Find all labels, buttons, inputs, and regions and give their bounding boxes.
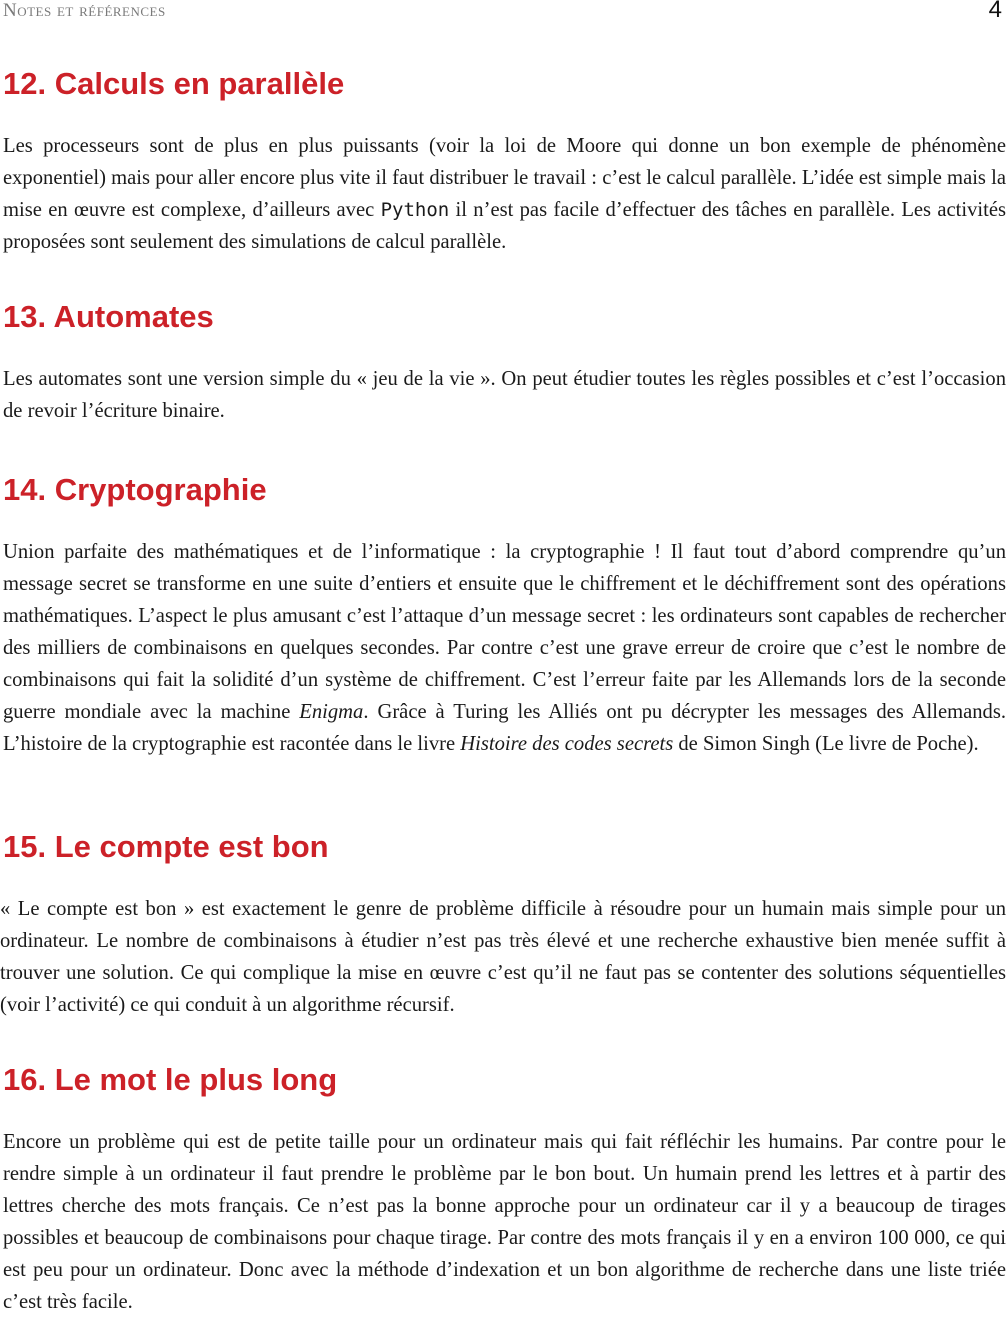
italic-enigma: Enigma xyxy=(299,701,364,723)
running-header-title: Notes et références xyxy=(3,0,166,21)
section-automates xyxy=(3,299,1006,427)
section-heading: 16. Le mot le plus long xyxy=(3,1062,338,1097)
text-segment: il n’est pas facile d’effectuer des tâches en parallèle. Les activités proposées sont seulement des simulations de calcul parallèle. xyxy=(3,199,1006,253)
section-calculs-parallele xyxy=(3,66,1006,258)
page-number: 4 xyxy=(988,0,1002,23)
text-segment: Encore un problème qui est de petite taille pour un ordinateur mais qui fait réfléchir les humains. Par contre pour le rendre simple à un ordinateur il faut prendre le problème par le bon bout. Un humain prend les lettres et à partir des lettres cherche des mots français. Ce n’est pas la bonne approche pour un ordinateur car il y a beaucoup de tirages possibles et beaucoup de combinaisons pour chaque tirage. Par contre des mots français il y en a environ 100 000, ce qui est peu pour un ordinateur. Donc avec la méthode d’indexation et un bon algorithme de recherche dans une liste triée c’est très facile. xyxy=(3,1131,1006,1313)
section-heading: 13. Automates xyxy=(3,299,214,334)
italic-book-title: Histoire des codes secrets xyxy=(460,733,674,755)
section-paragraph xyxy=(0,893,1006,1021)
section-heading: 15. Le compte est bon xyxy=(3,829,329,864)
text-segment: . Grâce à Turing les Alliés ont pu décrypter les messages des Allemands. L’histoire de la cryptographie est racontée dans le livre xyxy=(3,701,1006,755)
section-heading: 12. Calculs en parallèle xyxy=(3,66,345,101)
section-paragraph xyxy=(3,363,1006,427)
section-paragraph xyxy=(3,536,1006,760)
text-segment: Les automates sont une version simple du « jeu de la vie ». On peut étudier toutes les règles possibles et c’est l’occasion de revoir l’écriture binaire. xyxy=(3,368,1006,422)
text-segment: Les processeurs sont de plus en plus puissants (voir la loi de Moore qui donne un bon exemple de phénomène exponentiel) mais pour aller encore plus vite il faut distribuer le travail : c’est le calcul parallèle. L’idée est simple mais la mise en œuvre est complexe, d’ailleurs avec xyxy=(3,135,1006,221)
code-python: Python xyxy=(380,199,450,221)
text-segment: « Le compte est bon » est exactement le genre de problème difficile à résoudre pour un humain mais simple pour un ordinateur. Le nombre de combinaisons à étudier n’est pas très élevé et une recherche exhaustive bien menée suffit à trouver une solution. Ce qui complique la mise en œuvre c’est qu’il ne faut pas se contenter des solutions séquentielles (voir l’activité) ce qui conduit à un algorithme récursif. xyxy=(0,898,1006,1016)
text-segment: de Simon Singh (Le livre de Poche). xyxy=(673,733,979,755)
section-paragraph xyxy=(3,1126,1006,1318)
text-segment: Union parfaite des mathématiques et de l’informatique : la cryptographie ! Il faut tout d’abord comprendre qu’un message secret se transforme en une suite d’entiers et ensuite que le chiffrement et le déchiffrement sont des opérations mathématiques. L’aspect le plus amusant c’est l’attaque d’un message secret : les ordinateurs sont capables de rechercher des milliers de combinaisons en quelques secondes. Par contre c’est une grave erreur de croire que c’est le nombre de combinaisons qui fait la solidité d’un système de chiffrement. C’est l’erreur faite par les Allemands lors de la seconde guerre mondiale avec la machine xyxy=(3,541,1006,723)
section-heading: 14. Cryptographie xyxy=(3,472,267,507)
section-compte-est-bon xyxy=(0,829,1006,1021)
section-cryptographie xyxy=(3,472,1006,760)
section-mot-plus-long xyxy=(3,1062,1006,1318)
section-paragraph xyxy=(3,130,1006,258)
